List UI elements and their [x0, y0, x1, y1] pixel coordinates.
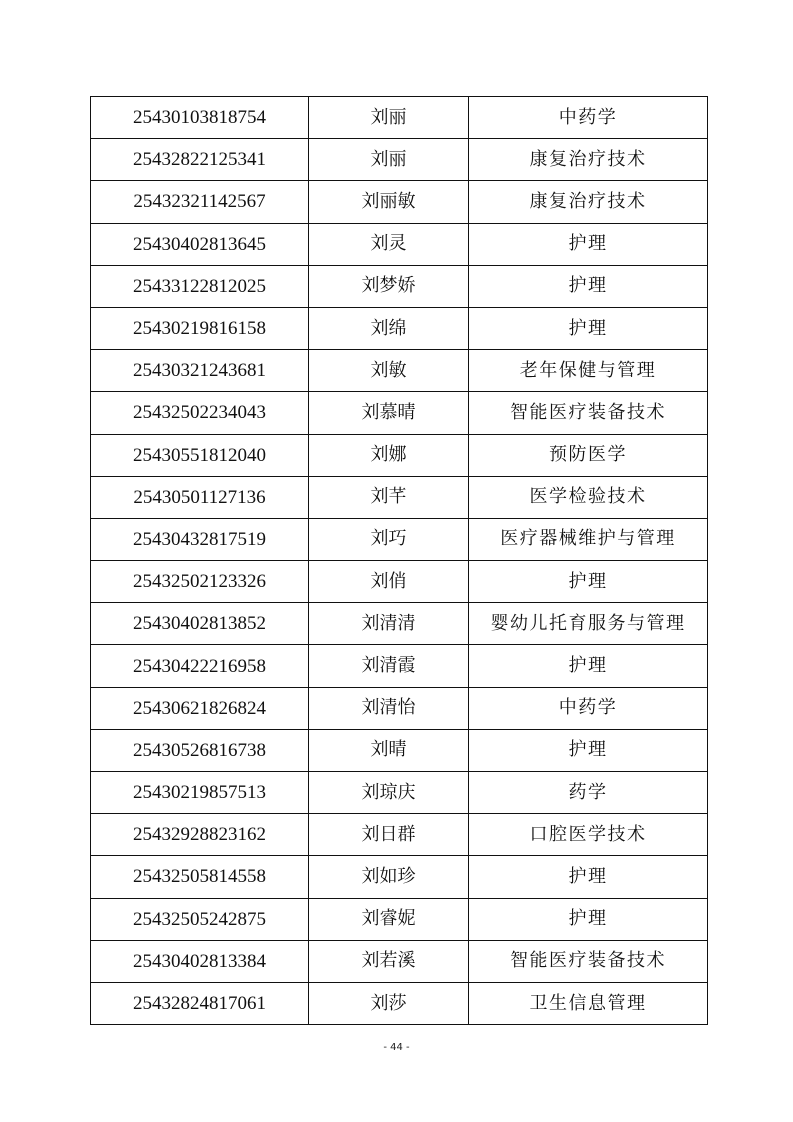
major-cell: 护理	[469, 265, 708, 307]
student-name-cell: 刘晴	[309, 729, 469, 771]
student-name-cell: 刘睿妮	[309, 898, 469, 940]
student-id-cell: 25432824817061	[91, 982, 309, 1024]
student-name-cell: 刘娜	[309, 434, 469, 476]
major-cell: 护理	[469, 645, 708, 687]
major-cell: 智能医疗装备技术	[469, 940, 708, 982]
student-id-cell: 25430321243681	[91, 350, 309, 392]
major-cell: 医学检验技术	[469, 476, 708, 518]
student-name-cell: 刘梦娇	[309, 265, 469, 307]
student-name-cell: 刘灵	[309, 223, 469, 265]
table-row	[91, 898, 708, 940]
major-cell: 医疗器械维护与管理	[469, 518, 708, 560]
major-cell: 中药学	[469, 687, 708, 729]
student-id-cell: 25430422216958	[91, 645, 309, 687]
table-row	[91, 518, 708, 560]
student-id-cell: 25433122812025	[91, 265, 309, 307]
student-name-cell: 刘芊	[309, 476, 469, 518]
table-row	[91, 434, 708, 476]
table-row	[91, 645, 708, 687]
major-cell: 护理	[469, 856, 708, 898]
student-id-cell: 25432502123326	[91, 561, 309, 603]
table-row	[91, 603, 708, 645]
major-cell: 口腔医学技术	[469, 814, 708, 856]
major-cell: 预防医学	[469, 434, 708, 476]
table-row	[91, 265, 708, 307]
student-name-cell: 刘若溪	[309, 940, 469, 982]
student-roster-table	[90, 96, 708, 1025]
major-cell: 护理	[469, 898, 708, 940]
table-row	[91, 982, 708, 1024]
student-id-cell: 25430219816158	[91, 307, 309, 349]
student-name-cell: 刘琼庆	[309, 772, 469, 814]
student-id-cell: 25432505814558	[91, 856, 309, 898]
student-id-cell: 25430621826824	[91, 687, 309, 729]
student-id-cell: 25430501127136	[91, 476, 309, 518]
major-cell: 护理	[469, 307, 708, 349]
student-id-cell: 25430402813645	[91, 223, 309, 265]
major-cell: 护理	[469, 561, 708, 603]
major-cell: 药学	[469, 772, 708, 814]
table-row	[91, 223, 708, 265]
student-name-cell: 刘慕晴	[309, 392, 469, 434]
major-cell: 卫生信息管理	[469, 982, 708, 1024]
major-cell: 康复治疗技术	[469, 181, 708, 223]
table-row	[91, 772, 708, 814]
student-name-cell: 刘莎	[309, 982, 469, 1024]
major-cell: 婴幼儿托育服务与管理	[469, 603, 708, 645]
student-id-cell: 25430103818754	[91, 97, 309, 139]
table-row	[91, 97, 708, 139]
major-cell: 中药学	[469, 97, 708, 139]
page-number: - 44 -	[383, 1042, 410, 1053]
student-name-cell: 刘丽	[309, 139, 469, 181]
table-row	[91, 139, 708, 181]
student-name-cell: 刘日群	[309, 814, 469, 856]
student-id-cell: 25430219857513	[91, 772, 309, 814]
student-id-cell: 25432505242875	[91, 898, 309, 940]
roster-table-body	[91, 97, 708, 1025]
student-name-cell: 刘清霞	[309, 645, 469, 687]
student-id-cell: 25430551812040	[91, 434, 309, 476]
table-row	[91, 476, 708, 518]
student-id-cell: 25430432817519	[91, 518, 309, 560]
table-row	[91, 350, 708, 392]
student-name-cell: 刘清怡	[309, 687, 469, 729]
table-row	[91, 392, 708, 434]
student-id-cell: 25432502234043	[91, 392, 309, 434]
student-name-cell: 刘丽敏	[309, 181, 469, 223]
student-id-cell: 25432928823162	[91, 814, 309, 856]
student-id-cell: 25430402813852	[91, 603, 309, 645]
major-cell: 护理	[469, 223, 708, 265]
student-name-cell: 刘丽	[309, 97, 469, 139]
major-cell: 智能医疗装备技术	[469, 392, 708, 434]
table-row	[91, 687, 708, 729]
table-row	[91, 181, 708, 223]
major-cell: 老年保健与管理	[469, 350, 708, 392]
table-row	[91, 940, 708, 982]
student-id-cell: 25430402813384	[91, 940, 309, 982]
major-cell: 护理	[469, 729, 708, 771]
table-row	[91, 561, 708, 603]
student-name-cell: 刘巧	[309, 518, 469, 560]
student-id-cell: 25432822125341	[91, 139, 309, 181]
student-name-cell: 刘敏	[309, 350, 469, 392]
student-name-cell: 刘如珍	[309, 856, 469, 898]
student-name-cell: 刘俏	[309, 561, 469, 603]
student-id-cell: 25430526816738	[91, 729, 309, 771]
table-row	[91, 729, 708, 771]
table-row	[91, 307, 708, 349]
table-row	[91, 856, 708, 898]
table-row	[91, 814, 708, 856]
student-id-cell: 25432321142567	[91, 181, 309, 223]
student-name-cell: 刘清清	[309, 603, 469, 645]
major-cell: 康复治疗技术	[469, 139, 708, 181]
student-name-cell: 刘绵	[309, 307, 469, 349]
